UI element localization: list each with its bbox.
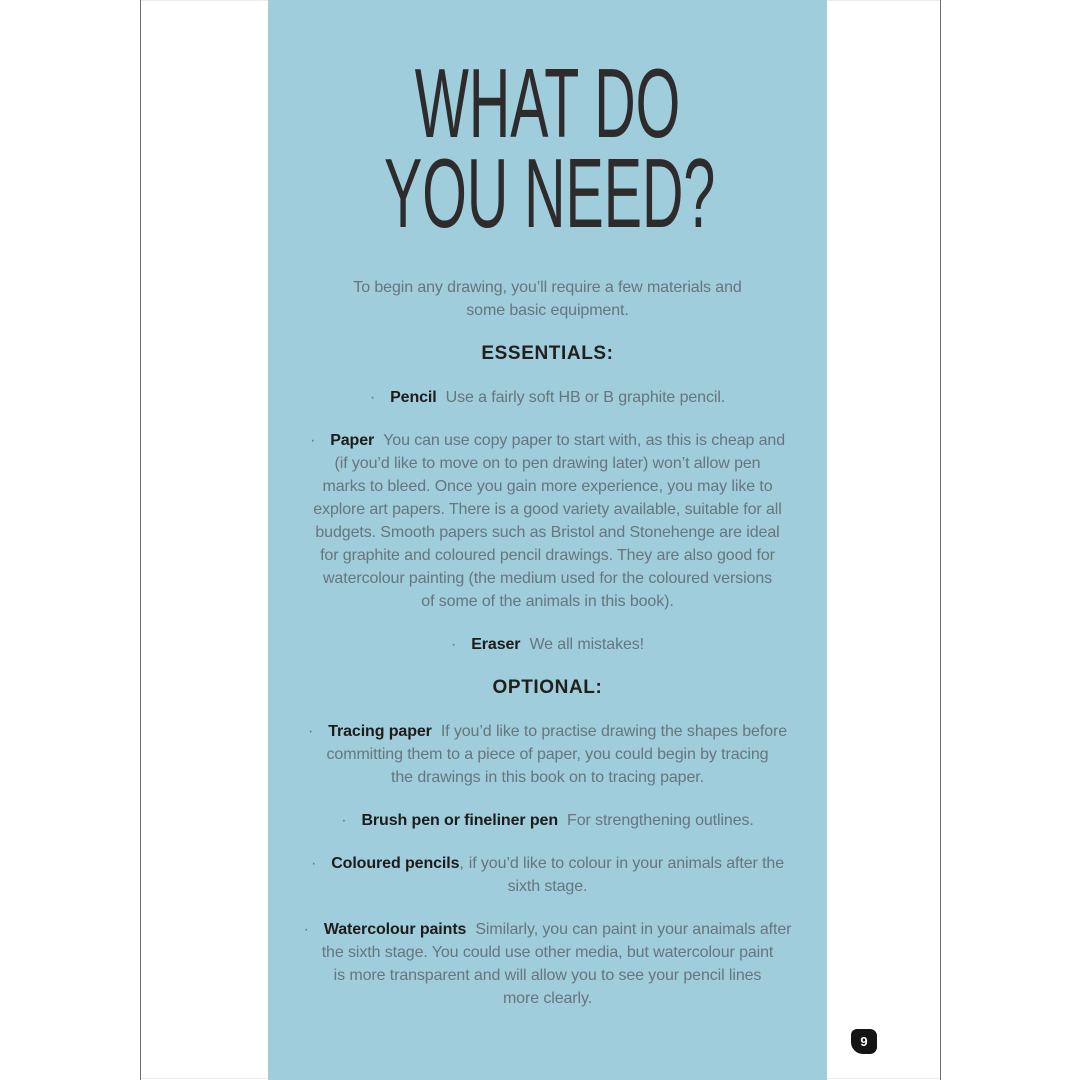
item-term: Coloured pencils (331, 855, 460, 872)
bullet-dot: · (341, 812, 347, 829)
intro-line: To begin any drawing, you’ll require a few materials and (353, 279, 742, 296)
item-line: marks to bleed. Once you gain more experience, you may like to (322, 478, 773, 495)
item-term: Tracing paper (328, 723, 432, 740)
page-edge-line-right (940, 0, 941, 1080)
bullet-item-pencil (268, 386, 827, 409)
item-text: We all mistakes! (529, 636, 645, 653)
item-line: of some of the animals in this book). (421, 593, 674, 610)
bullet-item-brush-pen (268, 809, 827, 832)
page-number: 9 (860, 1034, 868, 1049)
item-text: if you’d like to colour in your animals after the (468, 855, 785, 872)
bullet-item-eraser (268, 633, 827, 656)
item-line (268, 633, 827, 656)
item-text: Similarly, you can paint in your anaimals after (475, 921, 792, 938)
optional-heading: OPTIONAL: (492, 677, 603, 698)
item-line (268, 720, 827, 743)
item-text: For strengthening outlines. (567, 812, 754, 829)
item-line: more clearly. (502, 990, 593, 1007)
item-text: Use a fairly soft HB or B graphite pencil. (445, 389, 726, 406)
essentials-heading: ESSENTIALS: (481, 343, 614, 364)
bullet-item-coloured-pencils (268, 852, 827, 898)
item-line: explore art papers. There is a good variety available, suitable for all (313, 501, 782, 518)
bullet-dot: · (450, 636, 457, 653)
page-title-line-2: YOU NEED? (383, 138, 716, 248)
item-term: Pencil (390, 389, 437, 406)
bullet-dot: · (310, 855, 317, 872)
item-line: sixth stage. (507, 878, 588, 895)
item-line (268, 918, 827, 941)
item-term: Eraser (471, 636, 521, 653)
page-number-badge (851, 1029, 877, 1054)
bullet-dot: · (307, 723, 314, 740)
item-line: committing them to a piece of paper, you could begin by tracing (326, 746, 769, 763)
blue-content-panel (268, 0, 827, 1080)
item-line: (if you’d like to move on to pen drawing later) won’t allow pen (334, 455, 761, 472)
item-line (268, 386, 827, 409)
item-line (268, 809, 827, 832)
item-joiner: , (459, 855, 464, 872)
item-text: You can use copy paper to start with, as this is cheap and (383, 432, 786, 449)
item-line: budgets. Smooth papers such as Bristol and Stonehenge are ideal (315, 524, 780, 541)
bullet-item-tracing-paper (268, 720, 827, 789)
item-term: Brush pen or fineliner pen (361, 812, 559, 829)
item-term: Watercolour paints (323, 921, 467, 938)
item-line: watercolour painting (the medium used for the coloured versions (322, 570, 773, 587)
bullet-item-paper (268, 429, 827, 613)
item-line (268, 429, 827, 452)
page-title (268, 0, 827, 248)
item-line: for graphite and coloured pencil drawings. They are also good for (320, 547, 775, 564)
item-term: Paper (330, 432, 375, 449)
item-line: is more transparent and will allow you to see your pencil lines (333, 967, 762, 984)
item-line (268, 852, 827, 875)
bullet-item-watercolour-paints (268, 918, 827, 1010)
bullet-dot: · (309, 432, 316, 449)
intro-paragraph (268, 276, 827, 322)
item-text: If you’d like to practise drawing the shapes before (440, 723, 788, 740)
bullet-dot: · (369, 389, 376, 406)
page-title-line-1: WHAT DO (414, 48, 681, 158)
bullet-dot: · (303, 921, 309, 938)
page-edge-line-left (140, 0, 141, 1080)
item-line: the sixth stage. You could use other media, but watercolour paint (321, 944, 774, 961)
item-line: the drawings in this book on to tracing paper. (391, 769, 704, 786)
intro-line: some basic equipment. (466, 302, 629, 319)
